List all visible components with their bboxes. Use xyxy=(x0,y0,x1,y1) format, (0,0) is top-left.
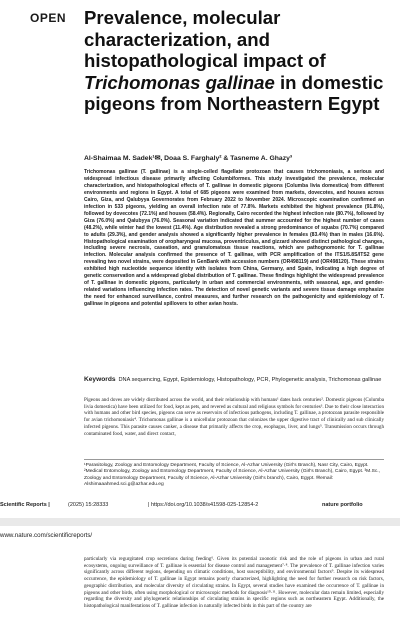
abstract: Trichomonas gallinae (T. gallinae) is a single-celled flagellate protozoan that causes trichomoniasis, a serious and widespread infectious disease primarily affecting Columbiformes. This study investigated the prevalence, molecular characterization, and histopathological effects of T. gallinae in domestic pigeons (Columba livia domestica) from different environments and regions in Egypt. A total of 685 pigeons were examined from markets, dovecotes, and houses across Cairo, Giza, and Qalubyya Governorates from February 2022 to November 2024. Microscopic examination confirmed an infection in 533 pigeons, yielding an overall infection rate of 77.8%. Markets exhibited the highest prevalence (91.8%), followed by dovecotes (72.1%) and houses (58.4%). Regionally, Cairo recorded the highest infection rate (80.7%), followed by Giza (76.0%) and Qalubyya (76.0%). Seasonal variation indicated that summer accounted for the highest number of cases (48.2%), while winter had the lowest (11.4%). Age distribution revealed a strong predominance of squabs (70.7%) compared to adults (29.3%), and gender analysis showed a significantly higher prevalence in females (83.4%) than in males (16.6%). Histopathological examination of oropharyngeal mucosa, proventriculus, and gizzard showed distinct pathological changes, including severe necrosis, caseation, and granulomatous tissue reactions, which are pathognomonic for T. gallinae infection. Molecular analysis confirmed the presence of T. gallinae, with PCR amplification of the ITS1/5.8S/ITS2 gene revealing two novel strains, were deposited in GenBank with accession numbers (OR498119) and (OR498120). These strains exhibited high nucleotide sequence identity with isolates from China, Germany, and Spain, indicating a high degree of genetic conservation and a widespread global distribution of T. gallinae. These findings highlight the widespread prevalence of T. gallinae in domestic pigeons, particularly in urban and commercial environments, with seasonal, age, and gender-related variations influencing infection rates. The detection of novel genetic variants and severe tissue damage emphasize the need for enhanced surveillance, control measures, and further research on the pathogenicity and epidemiology of T. gallinae in pigeons and potential spillovers to other avian hosts. xyxy=(84,169,384,308)
volume-info: (2025) 15:28333 xyxy=(68,502,109,508)
open-access-label: OPEN xyxy=(30,11,67,25)
divider xyxy=(84,459,384,460)
body-text: particularly via regurgitated crop secretions during feeding⁶. Given its potential zoonotic risk and the role of pigeons in urban and rural ecosystems, ongoing surveillance of T. gallinae is essential for disease control and management⁷·⁸. The prevalence of T. gallinae infection varies significantly across different regions, depending on climatic conditions, host susceptibility, and environmental factors⁹. Despite its widespread occurrence, the epidemiology of T. gallinae in Egypt remains poorly characterized, highlighting the need for further research on risk factors, geographic distribution, and molecular diversity of circulating strains. In Egypt, several studies have examined the occurrence of T. gallinae in pigeons and other birds, often using morphological or microscopic methods for diagnosis¹⁰·¹¹. However, molecular data remain limited, especially regarding the diversity and phylogenetic relationships of circulating strains in specific regions such as northeastern Egypt. Additionally, the histopathological manifestations of T. gallinae infection in naturally infected birds in this part of the country are xyxy=(84,556,384,609)
journal-name: Scientific Reports | xyxy=(0,502,50,508)
introduction-paragraph: Pigeons and doves are widely distributed across the world, and their relationship with humans¹ dates back centuries². Domestic pigeons (Columba livia domestica) have been utilized for food, kept as pets, and revered as cultural and religious symbols for centuries³. Due to their close interaction with humans and other bird species, pigeons can serve as reservoirs of infectious pathogens, including T. gallinae, a protozoan parasite responsible for avian trichomoniasis⁴. Trichomonas gallinae is a unicellular protozoan that colonizes the upper digestive tract of clinically and sub clinically infected pigeons. This parasite causes canker, a disease that primarily affects the crop, esophagus, liver, and lungs⁵. Transmission occurs through contaminated food, water, and direct contact, xyxy=(84,397,384,437)
keywords-label: Keywords xyxy=(84,376,116,383)
keywords-text: DNA sequencing, Egypt, Epidemiology, Histopathology, PCR, Phylogenetic analysis, Trichomonas gallinae xyxy=(118,377,382,383)
author-list: Al-Shaimaa M. Sadek¹✉, Doaa S. Farghaly² & Tasneme A. Ghazy³ xyxy=(84,155,293,162)
page-footer xyxy=(0,502,400,514)
article-title xyxy=(84,7,384,115)
affiliations: ¹Parasitology, Zoology and Entomology Department, Faculty of Science, Al-Azhar University (Girl's Branch), Nasr City, Cairo, Egypt. ²Medical Entomology, Zoology and Entomology Department, Faculty of Science, Al-Azhar University (Girl's Branch), Cairo, Egypt. ³M.Sc., Zoology and Entomology Department, Faculty of Science, Al-Azhar University (Girl's branch), Cairo, Egypt. ✉email: Alshimaaahmed.sci.g@azhar.edu.eg xyxy=(84,463,381,487)
keywords xyxy=(84,376,384,384)
title-part-2: in domestic pigeons from Northeastern Egypt xyxy=(84,71,384,114)
journal-url[interactable]: www.nature.com/scientificreports/ xyxy=(0,532,93,539)
doi-link[interactable]: | https://doi.org/10.1038/s41598-025-12854-2 xyxy=(148,502,259,508)
title-part-1: Prevalence, molecular characterization, and histopathological impact of xyxy=(84,7,326,71)
page-gap xyxy=(0,518,400,526)
article-second-page xyxy=(0,526,400,630)
publisher-brand: nature portfolio xyxy=(322,502,363,508)
title-species-name: Trichomonas gallinae xyxy=(84,71,275,93)
